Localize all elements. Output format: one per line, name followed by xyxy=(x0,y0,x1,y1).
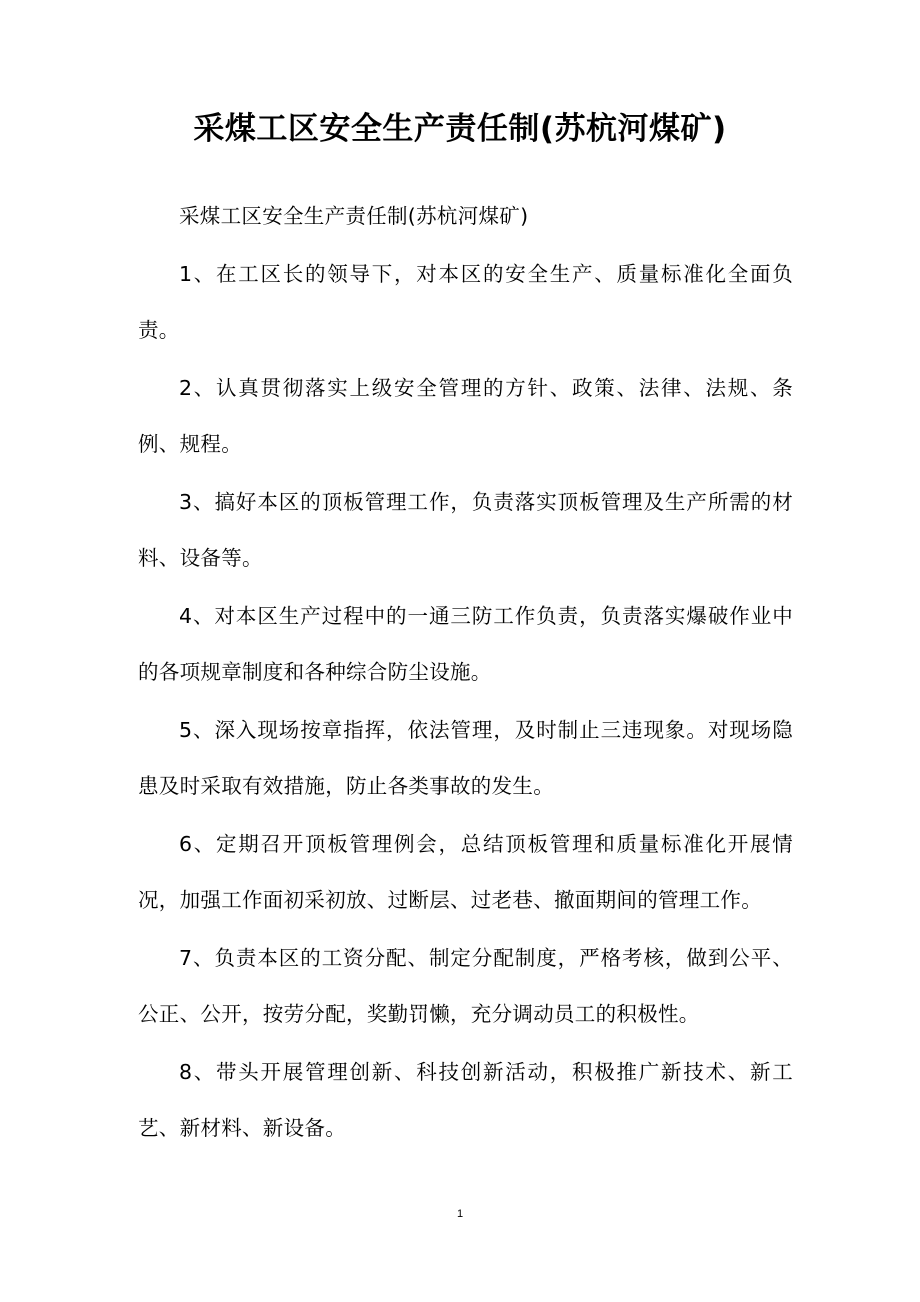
document-body xyxy=(138,188,793,1158)
paragraph-item-2: 2、认真贯彻落实上级安全管理的方针、政策、法律、法规、条例、规程。 xyxy=(138,376,793,456)
paragraph-item-4: 4、对本区生产过程中的一通三防工作负责，负责落实爆破作业中的各项规章制度和各种综合防尘设施。 xyxy=(138,604,793,684)
paragraph-item-3: 3、搞好本区的顶板管理工作，负责落实顶板管理及生产所需的材料、设备等。 xyxy=(138,490,793,570)
page-number: 1 xyxy=(456,1208,464,1220)
paragraph-item-6: 6、定期召开顶板管理例会，总结顶板管理和质量标准化开展情况，加强工作面初采初放、过断层、过老巷、撤面期间的管理工作。 xyxy=(138,832,793,912)
paragraph-item-5: 5、深入现场按章指挥，依法管理，及时制止三违现象。对现场隐患及时采取有效措施，防止各类事故的发生。 xyxy=(138,718,793,798)
paragraph-item-1: 1、在工区长的领导下，对本区的安全生产、质量标准化全面负责。 xyxy=(138,262,793,342)
paragraph-heading: 采煤工区安全生产责任制(苏杭河煤矿) xyxy=(179,204,529,228)
document-title: 采煤工区安全生产责任制(苏杭河煤矿) xyxy=(193,111,727,147)
paragraph-item-7: 7、负责本区的工资分配、制定分配制度，严格考核，做到公平、公正、公开，按劳分配，奖勤罚懒，充分调动员工的积极性。 xyxy=(138,946,793,1026)
paragraph-item-8: 8、带头开展管理创新、科技创新活动，积极推广新技术、新工艺、新材料、新设备。 xyxy=(138,1060,793,1140)
